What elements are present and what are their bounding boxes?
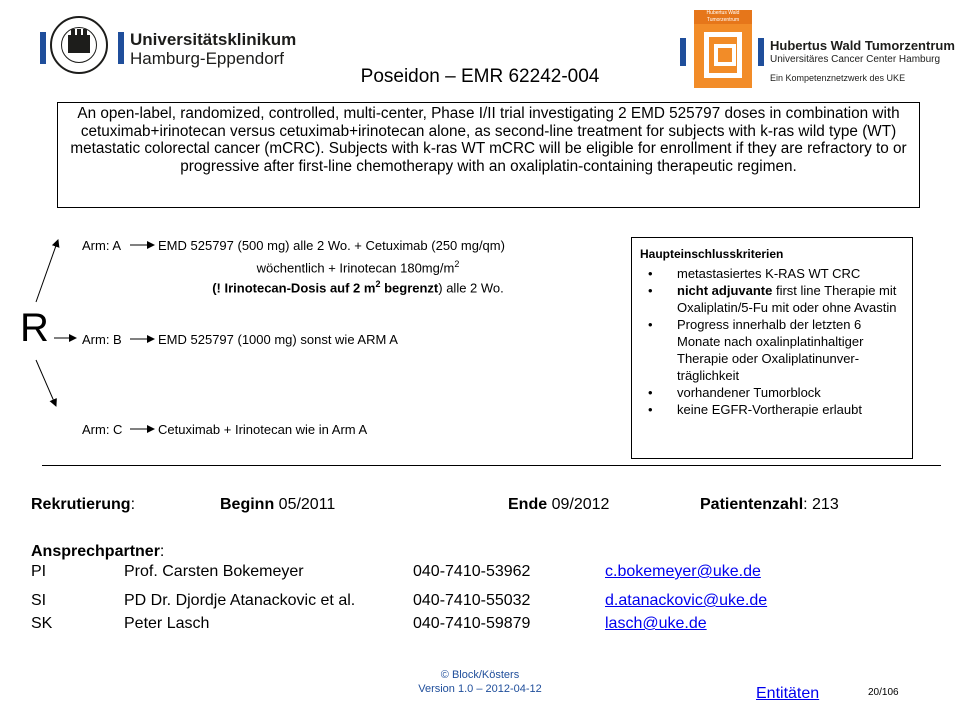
contact-role: PI (31, 563, 47, 580)
trial-description: An open-label, randomized, controlled, multi-center, Phase I/II trial investigating 2 EMD 525797 doses in combination with cetuximab+irinotecan versus cetuximab+irinotecan alone, as second-line treatment for subjects with k-ras wild type (WT) metastatic colorectal cancer (mCRC). Subjects with k-ras WT mCRC will be eligible for enrollment if they are refractory to or progressive after first-line chemotherapy with an oxaliplatin-containing therapeutic regimen. (57, 102, 920, 208)
patient-count: Patientenzahl: 213 (700, 496, 839, 513)
contact-name: Prof. Carsten Bokemeyer (124, 563, 304, 580)
page-title: Poseidon – EMR 62242-004 (360, 66, 600, 87)
arm-c-text: Cetuximab + Irinotecan wie in Arm A (158, 422, 368, 437)
criteria-item: • keine EGFR-Vortherapie erlaubt (640, 401, 904, 418)
contact-email-link[interactable]: d.atanackovic@uke.de (605, 592, 768, 609)
entitaten-link[interactable]: Entitäten (756, 685, 820, 702)
arrow-to-arm-c-icon (36, 360, 56, 406)
arm-a-line3-bold-a: (! Irinotecan-Dosis auf 2 m (212, 280, 376, 296)
uke-logo-line2: Hamburg-Eppendorf (130, 49, 285, 68)
divider (42, 465, 941, 466)
criteria-list (640, 265, 904, 418)
arm-c-label: Arm: C (82, 422, 123, 437)
contact-email-link[interactable]: lasch@uke.de (605, 615, 707, 632)
hw-badge-text: Hubertus Wald Tumorzentrum (694, 10, 752, 24)
arm-a-line3-tail: ) alle 2 Wo. (438, 280, 504, 296)
arm-a-label: Arm: A (82, 238, 122, 253)
arm-a-line3-sup: 2 (375, 279, 381, 289)
recruitment-start: Beginn 05/2011 (220, 496, 336, 513)
inclusion-criteria-box (631, 237, 913, 459)
arm-b-text: EMD 525797 (1000 mg) sonst wie ARM A (158, 332, 398, 347)
hw-logo-bar (680, 38, 686, 66)
arm-a-line3-bold-b: begrenzt (380, 280, 439, 296)
arm-a-line2-text: wöchentlich + Irinotecan 180mg/m (256, 260, 455, 276)
uke-logo-bar (118, 32, 124, 64)
contact-name: Peter Lasch (124, 615, 210, 632)
arm-a-line3 (128, 276, 588, 296)
contacts-label: Ansprechpartner: (31, 543, 165, 560)
arm-a-line2 (128, 256, 588, 276)
hw-logo-line1: Hubertus Wald Tumorzentrum (770, 38, 955, 53)
footer-version: Version 1.0 – 2012-04-12 (418, 683, 542, 695)
arm-a-line2-sup: 2 (454, 259, 460, 269)
recruitment-end: Ende 09/2012 (508, 496, 610, 513)
arrow-to-arm-a-icon (36, 240, 58, 302)
hw-logo-line3: Ein Kompetenznetzwerk des UKE (770, 73, 906, 83)
hw-logo-bar (758, 38, 764, 66)
uke-logo-line1: Universitätsklinikum (130, 30, 297, 49)
uke-logo-text (130, 30, 296, 68)
hw-logo-line2: Universitäres Cancer Center Hamburg (770, 54, 941, 65)
criteria-item: • vorhandener Tumorblock (640, 384, 904, 401)
criteria-heading: Haupteinschlusskriterien (640, 247, 784, 261)
contact-role: SK (31, 615, 53, 632)
arm-b-label: Arm: B (82, 332, 122, 347)
randomization-symbol: R (20, 306, 49, 350)
criteria-item: • Progress innerhalb der letzten 6 Monate nach oxalinplatinhaltiger Therapie oder Oxaliplatinunver-träglichkeit (640, 316, 904, 384)
contact-phone: 040-7410-59879 (413, 615, 531, 632)
footer-copyright: © Block/Kösters (440, 669, 520, 681)
recruitment-label: Rekrutierung: (31, 496, 136, 513)
contact-phone: 040-7410-55032 (413, 592, 531, 609)
contact-name: PD Dr. Djordje Atanackovic et al. (124, 592, 356, 609)
contact-phone: 040-7410-53962 (413, 563, 531, 580)
contact-role: SI (31, 592, 47, 609)
arm-a-text: EMD 525797 (500 mg) alle 2 Wo. + Cetuximab (250 mg/qm) (158, 238, 505, 253)
criteria-item: • nicht adjuvante first line Therapie mit Oxaliplatin/5-Fu mit oder ohne Avastin (640, 282, 904, 316)
uke-logo-bar (40, 32, 46, 64)
page-number: 20/106 (868, 687, 899, 698)
contact-email-link[interactable]: c.bokemeyer@uke.de (605, 563, 761, 580)
criteria-item: • metastasiertes K-RAS WT CRC (640, 265, 904, 282)
